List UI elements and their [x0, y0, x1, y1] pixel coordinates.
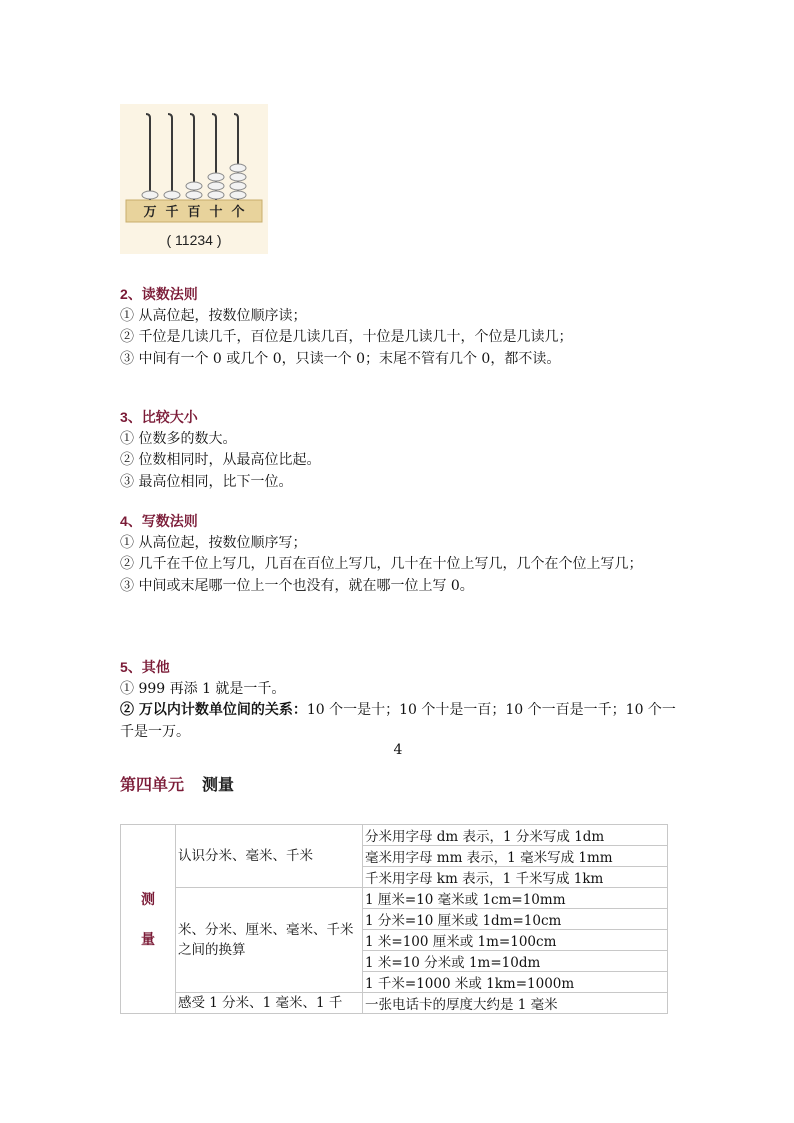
rule-line: [120, 700, 680, 743]
rule-line: ③ 中间有一个 0 或几个 0，只读一个 0；末尾不管有几个 0，都不读。: [120, 350, 561, 367]
detail-cell: 1 分米=10 厘米或 1dm=10cm: [363, 909, 668, 930]
rule-line: ③ 最高位相同，比下一位。: [120, 473, 293, 490]
abacus-rod: [146, 114, 150, 200]
abacus-bead: [164, 191, 180, 199]
rule-line: ② 位数相同时，从最高位比起。: [120, 452, 321, 468]
abacus-caption: ( 11234 ): [166, 232, 222, 248]
abacus-bead: [208, 182, 224, 190]
measurement-table: [120, 824, 668, 1014]
abacus-graphic: [120, 104, 268, 224]
rule-line: ① 999 再添 1 就是一千。: [120, 680, 286, 697]
rule-line: ② 千位是几读几千，百位是几读几百，十位是几读几十，个位是几读几；: [120, 329, 573, 345]
section-reading-rules: [120, 284, 680, 370]
abacus-place-label: 千: [165, 205, 179, 220]
detail-cell: 分米用字母 dm 表示，1 分米写成 1dm: [363, 825, 668, 846]
topic-cell: 米、分米、厘米、毫米、千米之间的换算: [176, 888, 363, 993]
rule-line: ① 从高位起，按数位顺序读；: [120, 307, 307, 324]
abacus-bead: [186, 191, 202, 199]
unit-name: 测量: [202, 777, 235, 794]
unit-number: 第四单元: [120, 777, 185, 794]
detail-cell: 千米用字母 km 表示，1 千米写成 1km: [363, 867, 668, 888]
table-row: [121, 993, 668, 1014]
section-compare: [120, 407, 680, 493]
rule-line: ② 几千在千位上写几，几百在百位上写几，几十在十位上写几，几个在个位上写几；: [120, 556, 643, 572]
abacus-bead: [208, 173, 224, 181]
abacus-bead: [230, 164, 246, 172]
detail-cell: 一张电话卡的厚度大约是 1 毫米: [363, 993, 668, 1014]
table-row: [121, 825, 668, 846]
abacus-place-label: 个: [231, 205, 245, 220]
detail-cell: 1 千米=1000 米或 1km=1000m: [363, 972, 668, 993]
abacus-bead: [230, 182, 246, 190]
rule-lead: ② 万以内计数单位间的关系：: [120, 702, 307, 718]
abacus-place-label: 万: [143, 205, 157, 220]
abacus-bead: [230, 173, 246, 181]
section-heading: 2、读数法则: [120, 286, 198, 302]
rule-line: ③ 中间或末尾哪一位上一个也没有，就在哪一位上写 0。: [120, 577, 474, 594]
abacus-illustration: [120, 104, 268, 254]
topic-cell: 感受 1 分米、1 毫米、1 千: [176, 993, 363, 1014]
abacus-bead: [208, 191, 224, 199]
abacus-place-label: 百: [187, 205, 201, 220]
section-heading: 4、写数法则: [120, 513, 198, 529]
table-row: [121, 888, 668, 909]
abacus-place-label: 十: [209, 205, 223, 220]
section-heading: 5、其他: [120, 659, 170, 675]
category-cell: [121, 825, 176, 1014]
detail-cell: 1 米=10 分米或 1m=10dm: [363, 951, 668, 972]
topic-cell: 认识分米、毫米、千米: [176, 825, 363, 888]
category-char: 量: [141, 931, 155, 947]
detail-cell: 1 厘米=10 毫米或 1cm=10mm: [363, 888, 668, 909]
abacus-bead: [230, 191, 246, 199]
detail-cell: 毫米用字母 mm 表示，1 毫米写成 1mm: [363, 846, 668, 867]
unit-title: [120, 772, 234, 795]
abacus-bead: [142, 191, 158, 199]
rule-line: ① 从高位起，按数位顺序写；: [120, 534, 307, 551]
section-writing-rules: [120, 511, 680, 597]
section-other: [120, 657, 680, 743]
rule-line: ① 位数多的数大。: [120, 430, 237, 447]
detail-cell: 1 米=100 厘米或 1m=100cm: [363, 930, 668, 951]
abacus-rod: [168, 114, 172, 200]
rule-text: 10 个一是十；10 个十是一百；10 个一百是一千；10 个一千是一万。: [120, 702, 676, 740]
abacus-bead: [186, 182, 202, 190]
page-number: 4: [393, 742, 403, 758]
section-heading: 3、比较大小: [120, 409, 198, 425]
category-char: 测: [141, 891, 155, 907]
